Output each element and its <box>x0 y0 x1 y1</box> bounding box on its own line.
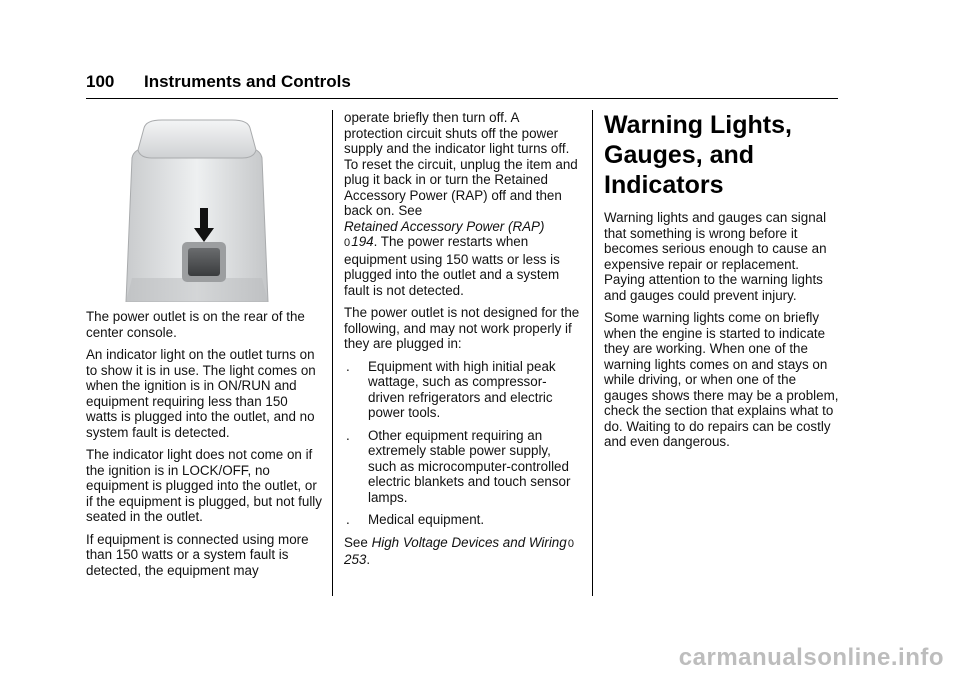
section-title: Instruments and Controls <box>144 72 351 91</box>
column-divider <box>332 110 333 596</box>
list-item-text: Medical equipment. <box>368 512 485 527</box>
bullet-symbol: . <box>346 427 350 443</box>
rap-reference-link[interactable]: Retained Accessory Power (RAP) <box>344 218 545 234</box>
section-heading: Warning Lights, Gauges, and Indicators <box>604 111 792 199</box>
column-3 <box>604 110 840 457</box>
overload-paragraph: If equipment is connected using more than 150 watts or a system fault is detected, the equipment may <box>86 531 309 578</box>
column-divider <box>592 110 593 596</box>
indicator-light-paragraph: An indicator light on the outlet turns on to show it is in use. The light comes on when the ignition is in ON/RUN and equipment requiring less than 150 watts is plugged into the outlet, and no system fault is detected. <box>86 347 316 440</box>
outlet-location-paragraph: The power outlet is on the rear of the center console. <box>86 309 305 340</box>
column-2 <box>344 110 580 575</box>
header-rule <box>86 98 838 99</box>
column-1 <box>86 309 322 585</box>
outlet-cover <box>182 242 226 282</box>
bullet-symbol: . <box>346 358 350 374</box>
see-also-paragraph <box>344 535 580 568</box>
protection-paragraph <box>344 110 580 298</box>
page-number: 100 <box>86 72 115 91</box>
not-designed-paragraph: The power outlet is not designed for the following, and may not work properly if they are plugged in: <box>344 305 580 351</box>
list-item-text: Equipment with high initial peak wattage, such as compressor-driven refrigerators and electric power tools. <box>368 358 556 420</box>
see-end: . <box>366 552 371 567</box>
protection-text: operate briefly then turn off. A protection circuit shuts off the power supply and the indicator light turns off. To reset the circuit, unplug the item and plug it back in or turn the Retained Accessory Power (RAP) off and then back on. See <box>344 110 578 218</box>
indicator-off-paragraph: The indicator light does not come on if the ignition is in LOCK/OFF, no equipment is plugged into the outlet, or if the equipment is plugged, but not fully seated in the outlet. <box>86 447 322 524</box>
power-outlet-illustration <box>118 118 276 302</box>
watermark: carmanualsonline.info <box>678 644 944 671</box>
rap-page-number[interactable]: 194 <box>351 234 374 249</box>
see-prefix: See <box>344 534 368 550</box>
protection-text-end: . The power restarts when equipment using 150 watts or less is plugged into the outlet and a system fault is not detected. <box>344 234 560 298</box>
page-ref-icon: 0 <box>344 237 351 249</box>
warning-intro-paragraph: Warning lights and gauges can signal that something is wrong before it becomes serious enough to cause an expensive repair or replacement. Paying attention to the warning lights and gauges could prevent injury. <box>604 210 827 303</box>
high-voltage-page-number[interactable]: 253 <box>344 552 367 567</box>
bullet-symbol: . <box>346 512 350 527</box>
list-item <box>344 428 580 506</box>
list-item <box>344 359 580 421</box>
warning-detail-paragraph: Some warning lights come on briefly when the engine is started to indicate they are working. When one of the warning lights comes on and stays on while driving, or when one of the gauges shows there may be a problem, check the section that explains what to do. Waiting to do repairs can be costly and even dangerous. <box>604 310 839 449</box>
page-ref-icon: 0 <box>567 537 574 550</box>
page-header <box>86 72 351 92</box>
list-item-text: Other equipment requiring an extremely stable power supply, such as microcomputer-controlled electric blankets and touch sensor lamps. <box>368 427 571 505</box>
high-voltage-reference-link[interactable]: High Voltage Devices and Wiring <box>371 534 567 550</box>
list-item <box>344 512 580 528</box>
